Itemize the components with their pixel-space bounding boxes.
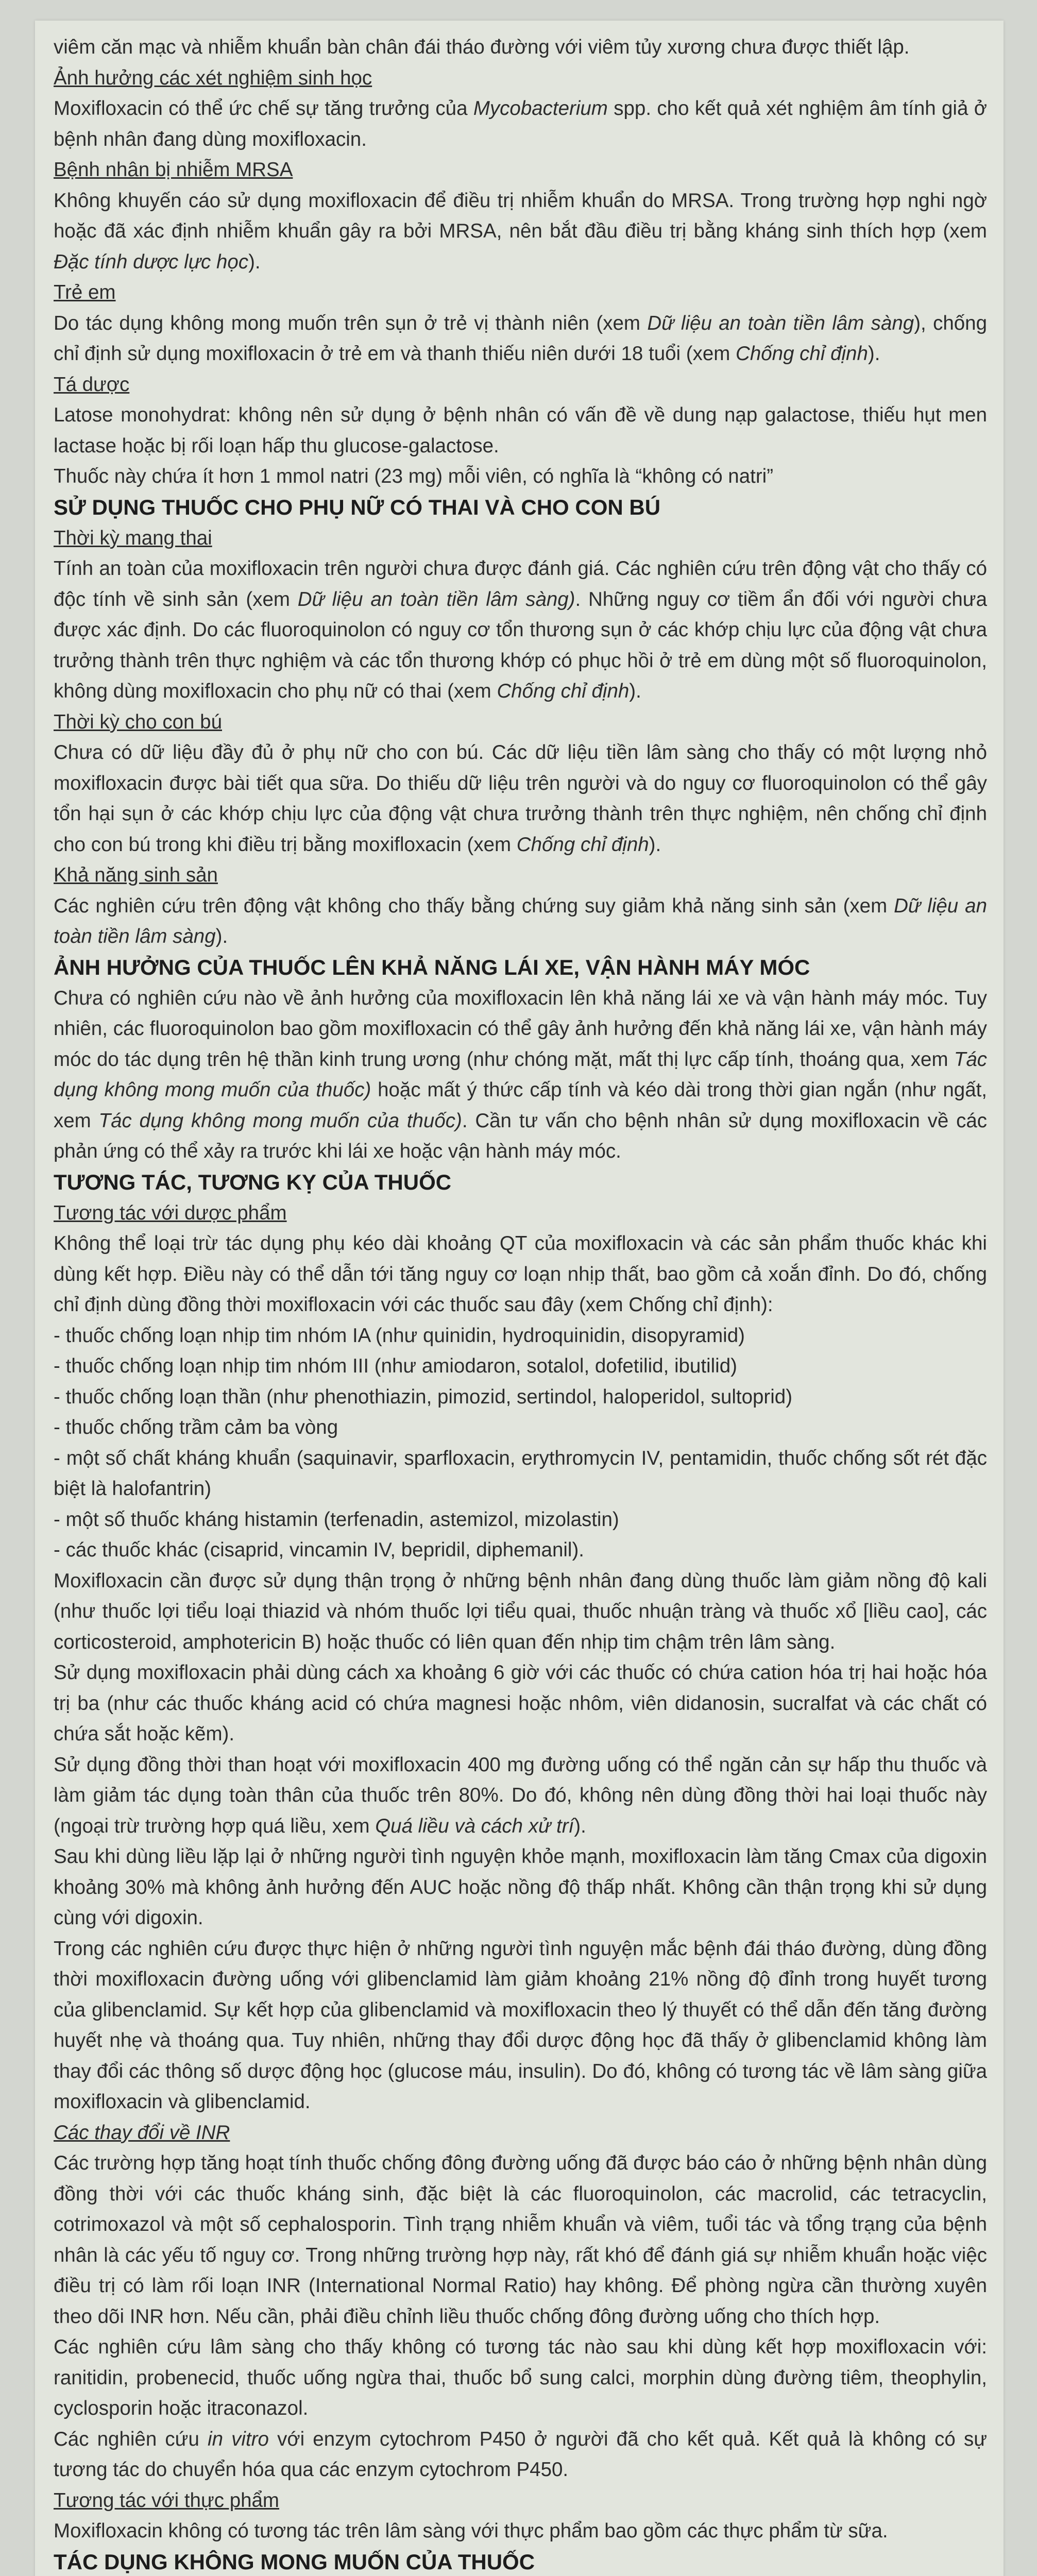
document-body (35, 21, 1004, 2576)
paragraph (54, 461, 987, 492)
text-run: TƯƠNG TÁC, TƯƠNG KỴ CỦA THUỐC (54, 1170, 452, 1194)
text-run: Sử dụng moxifloxacin phải dùng cách xa khoảng 6 giờ với các thuốc có chứa cation hóa trị hai hoặc hóa trị ba (như các thuốc kháng acid có chứa magnesi hoặc nhôm, viên didanosin, sucralfat và các chất có chứa sắt hoặc kẽm). (54, 1662, 987, 1745)
text-run: SỬ DỤNG THUỐC CHO PHỤ NỮ CÓ THAI VÀ CHO CON BÚ (54, 495, 661, 519)
text-run: Khả năng sinh sản (54, 864, 218, 886)
paragraph (54, 2332, 987, 2424)
text-run: Trẻ em (54, 281, 116, 303)
paragraph (54, 93, 987, 155)
text-run: Chưa có dữ liệu đầy đủ ở phụ nữ cho con bú. Các dữ liệu tiền lâm sàng cho thấy có một lượng nhỏ moxifloxacin được bài tiết qua sữa. Do thiếu dữ liệu trên người và do nguy cơ fluoroquinolon có thể gây tổn hại sụn ở các khớp chịu lực của động vật chưa trưởng thành trên thực nghiệm, nên chống chỉ định cho con bú trong khi điều trị bằng moxifloxacin (xem (54, 741, 987, 856)
text-run: Tá dược (54, 373, 130, 396)
text-run: ). (574, 1815, 586, 1837)
paragraph (54, 1443, 987, 1504)
text-run: ). (868, 343, 880, 365)
subsection-heading (54, 277, 987, 308)
text-run: - một số chất kháng khuẩn (saquinavir, sparfloxacin, erythromycin IV, pentamidin, thuốc chống sốt rét đặc biệt là halofantrin) (54, 1447, 987, 1500)
subsection-heading (54, 2485, 987, 2516)
text-run: Latose monohydrat: không nên sử dụng ở bệnh nhân có vấn đề về dung nạp galactose, thiếu hụt men lactase hoặc bị rối loạn hấp thu glucose-galactose. (54, 404, 987, 457)
paragraph (54, 1657, 987, 1750)
italic-text: Dữ liệu an toàn tiền lâm sàng) (297, 588, 575, 611)
text-run: - các thuốc khác (cisaprid, vincamin IV, bepridil, diphemanil). (54, 1539, 584, 1561)
text-run: ). (215, 925, 228, 947)
paragraph (54, 1535, 987, 1566)
paragraph (54, 1566, 987, 1658)
text-run: . Những nguy cơ tiềm ẩn đối với người chưa được xác định. Do các fluoroquinolon có nguy cơ tổn thương sụn ở các khớp chịu lực của động vật chưa trưởng thành trên thực nghiệm và các tổn thương khớp có phục hồi ở trẻ em dùng một số fluoroquinolon, không dùng moxifloxacin cho phụ nữ có thai (xem (54, 588, 987, 702)
section-heading (54, 2547, 987, 2576)
subsection-heading (54, 707, 987, 738)
italic-text: Tác dụng không mong muốn của thuốc) (54, 1048, 987, 1101)
paragraph (54, 400, 987, 461)
text-run: Sử dụng đồng thời than hoạt với moxifloxacin 400 mg đường uống có thể ngăn cản sự hấp thu thuốc và làm giảm tác dụng toàn thân của thuốc trên 80%. Do đó, không nên dùng đồng thời hai loại thuốc này (ngoại trừ trường hợp quá liều, xem (54, 1753, 987, 1837)
paragraph (54, 553, 987, 707)
italic-text: Mycobacterium (473, 97, 608, 120)
document-page (35, 21, 1004, 2576)
section-heading (54, 492, 987, 523)
text-run: Tương tác với thực phẩm (54, 2489, 279, 2512)
text-run: ), chống chỉ định sử dụng moxifloxacin ở trẻ em và thanh thiếu niên dưới 18 tuổi (xem (54, 312, 987, 365)
paragraph (54, 1750, 987, 1842)
section-heading (54, 952, 987, 983)
text-run: - thuốc chống loạn nhịp tim nhóm IA (như quinidin, hydroquinidin, disopyramid) (54, 1324, 745, 1347)
italic-text: Dữ liệu an toàn tiền lâm sàng (647, 312, 914, 334)
text-run: hoặc mất ý thức cấp tính và kéo dài trong thời gian ngắn (như ngất, xem (54, 1079, 987, 1132)
text-run: ẢNH HƯỞNG CỦA THUỐC LÊN KHẢ NĂNG LÁI XE, VẬN HÀNH MÁY MÓC (54, 955, 810, 979)
text-run: ). (248, 250, 261, 273)
section-heading (54, 1167, 987, 1198)
text-run: - thuốc chống loạn nhịp tim nhóm III (như amiodaron, sotalol, dofetilid, ibutilid) (54, 1355, 737, 1377)
text-run: Các nghiên cứu (54, 2428, 208, 2450)
subsection-heading (54, 2117, 987, 2148)
italic-text: in vitro (208, 2428, 269, 2450)
text-run: Chưa có nghiên cứu nào về ảnh hưởng của moxifloxacin lên khả năng lái xe và vận hành máy móc. Tuy nhiên, các fluoroquinolon bao gồm moxifloxacin có thể gây ảnh hưởng đến khả năng lái xe, vận hành máy móc do tác dụng trên hệ thần kinh trung ương (như chóng mặt, mất thị lực cấp tính, thoáng qua, xem (54, 987, 987, 1071)
text-run: Moxifloxacin có thể ức chế sự tăng trưởng của (54, 97, 473, 120)
text-run: Các thay đổi về INR (54, 2121, 230, 2144)
paragraph (54, 1934, 987, 2117)
text-run: Thời kỳ mang thai (54, 527, 212, 549)
text-run: viêm căn mạc và nhiễm khuẩn bàn chân đái tháo đường với viêm tủy xương chưa được thiết lập. (54, 36, 910, 58)
text-run: spp. cho kết quả xét nghiệm âm tính giả ở bệnh nhân đang dùng moxifloxacin. (54, 97, 988, 150)
italic-text: Chống chỉ định (497, 680, 630, 702)
paragraph (54, 983, 987, 1167)
paragraph (54, 2516, 987, 2547)
text-run: TÁC DỤNG KHÔNG MONG MUỐN CỦA THUỐC (54, 2549, 535, 2574)
subsection-heading (54, 860, 987, 891)
text-run: Bệnh nhân bị nhiễm MRSA (54, 159, 293, 181)
paragraph (54, 1351, 987, 1382)
subsection-heading (54, 523, 987, 554)
text-run: Trong các nghiên cứu được thực hiện ở những người tình nguyện mắc bệnh đái tháo đường, dùng đồng thời moxifloxacin đường uống với glibenclamid làm giảm khoảng 21% nồng độ đỉnh trong huyết tương của glibenclamid. Sự kết hợp của glibenclamid và moxifloxacin theo lý thuyết có thể dẫn đến tăng đường huyết nhẹ và thoáng qua. Tuy nhiên, những thay đổi dược động học đã thấy ở glibenclamid không làm thay đổi các thông số dược động học (glucose máu, insulin). Do đó, không có tương tác về lâm sàng giữa moxifloxacin và glibenclamid. (54, 1937, 987, 2113)
subsection-heading (54, 63, 987, 94)
text-run: - thuốc chống loạn thần (như phenothiazin, pimozid, sertindol, haloperidol, sultoprid) (54, 1385, 793, 1408)
subsection-heading (54, 155, 987, 185)
italic-text: Đặc tính dược lực học (54, 250, 249, 273)
subsection-heading (54, 1198, 987, 1229)
text-run: Tính an toàn của moxifloxacin trên người chưa được đánh giá. Các nghiên cứu trên động vật cho thấy có độc tính về sinh sản (xem (54, 557, 987, 611)
paragraph (54, 308, 987, 369)
paragraph (54, 1504, 987, 1535)
italic-text: Quá liều và cách xử trí (375, 1815, 574, 1837)
text-run: Moxifloxacin không có tương tác trên lâm sàng với thực phẩm bao gồm các thực phẩm từ sữa. (54, 2520, 888, 2542)
text-run: ). (649, 833, 661, 856)
text-run: ). (629, 680, 641, 702)
italic-text: Dữ liệu an toàn tiền lâm sàng (54, 894, 987, 947)
text-run: - một số thuốc kháng histamin (terfenadin, astemizol, mizolastin) (54, 1508, 619, 1531)
paragraph (54, 1382, 987, 1413)
text-run: Không thể loại trừ tác dụng phụ kéo dài khoảng QT của moxifloxacin và các sản phẩm thuốc khác khi dùng kết hợp. Điều này có thể dẫn tới tăng nguy cơ loạn nhịp thất, bao gồm cả xoắn đỉnh. Do đó, chống chỉ định dùng đồng thời moxifloxacin với các thuốc sau đây (xem Chống chỉ định): (54, 1232, 987, 1316)
text-run: Các trường hợp tăng hoạt tính thuốc chống đông đường uống đã được báo cáo ở những bệnh nhân dùng đồng thời với các thuốc kháng sinh, đặc biệt là các fluoroquinolon, các macrolid, các tetracyclin, cotrimoxazol và một số cephalosporin. Tình trạng nhiễm khuẩn và viêm, tuổi tác và tổng trạng của bệnh nhân là các yếu tố nguy cơ. Trong những trường hợp này, rất khó để đánh giá sự nhiễm khuẩn hoặc việc điều trị có làm rối loạn INR (International Normal Ratio) hay không. Để phòng ngừa cần thường xuyên theo dõi INR hơn. Nếu cần, phải điều chỉnh liều thuốc chống đông đường uống cho thích hợp. (54, 2152, 987, 2328)
italic-text: Tác dụng không mong muốn của thuốc) (98, 1109, 462, 1132)
italic-text: Chống chỉ định (736, 343, 868, 365)
paragraph (54, 737, 987, 860)
text-run: Không khuyến cáo sử dụng moxifloxacin để điều trị nhiễm khuẩn do MRSA. Trong trường hợp nghi ngờ hoặc đã xác định nhiễm khuẩn gây ra bởi MRSA, nên bắt đầu điều trị bằng kháng sinh thích hợp (xem (54, 189, 987, 242)
paragraph (54, 1841, 987, 1934)
italic-text: Chống chỉ định (516, 833, 649, 856)
subsection-heading (54, 369, 987, 400)
paragraph (54, 1412, 987, 1443)
paragraph (54, 185, 987, 278)
paragraph (54, 891, 987, 952)
text-run: với enzym cytochrom P450 ở người đã cho kết quả. Kết quả là không có sự tương tác do chuyển hóa qua các enzym cytochrom P450. (54, 2428, 987, 2481)
text-run: - thuốc chống trầm cảm ba vòng (54, 1416, 338, 1438)
text-run: Moxifloxacin cần được sử dụng thận trọng ở những bệnh nhân đang dùng thuốc làm giảm nồng độ kali (như thuốc lợi tiểu loại thiazid và nhóm thuốc lợi tiểu quai, thuốc nhuận tràng và thuốc xổ [liều cao], các corticosteroid, amphotericin B) hoặc thuốc có liên quan đến nhịp tim chậm trên lâm sàng. (54, 1569, 987, 1653)
text-run: Do tác dụng không mong muốn trên sụn ở trẻ vị thành niên (xem (54, 312, 648, 334)
text-run: Tương tác với dược phẩm (54, 1201, 287, 1224)
text-run: Ảnh hưởng các xét nghiệm sinh học (54, 66, 372, 89)
paragraph (54, 2424, 987, 2485)
paragraph (54, 1228, 987, 1320)
paragraph (54, 32, 987, 63)
text-run: Sau khi dùng liều lặp lại ở những người tình nguyện khỏe mạnh, moxifloxacin làm tăng Cmax của digoxin khoảng 30% mà không ảnh hưởng đến AUC hoặc nồng độ thấp nhất. Không cần thận trọng khi sử dụng cùng với digoxin. (54, 1845, 987, 1929)
text-run: Các nghiên cứu trên động vật không cho thấy bằng chứng suy giảm khả năng sinh sản (xem (54, 894, 894, 917)
text-run: . Cần tư vấn cho bệnh nhân sử dụng moxifloxacin về các phản ứng có thể xảy ra trước khi lái xe hoặc vận hành máy móc. (54, 1109, 988, 1162)
text-run: Thời kỳ cho con bú (54, 710, 222, 733)
paragraph (54, 2148, 987, 2332)
text-run: Thuốc này chứa ít hơn 1 mmol natri (23 mg) mỗi viên, có nghĩa là “không có natri” (54, 465, 774, 487)
paragraph (54, 1320, 987, 1351)
text-run: Các nghiên cứu lâm sàng cho thấy không có tương tác nào sau khi dùng kết hợp moxifloxacin với: ranitidin, probenecid, thuốc uống ngừa thai, thuốc bổ sung calci, morphin dùng đường tiêm, theophylin, cyclosporin hoặc itraconazol. (54, 2336, 987, 2419)
